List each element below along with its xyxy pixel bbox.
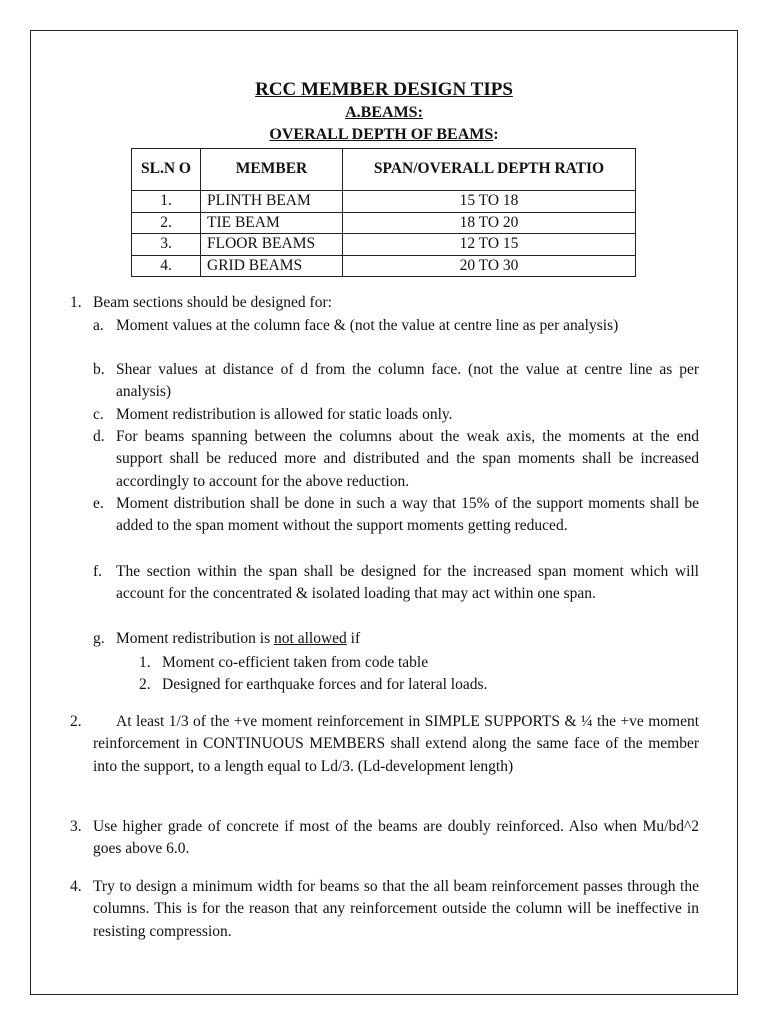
cell-member: TIE BEAM [201,212,343,234]
table-heading-colon: : [493,126,499,143]
header-ratio: SPAN/OVERALL DEPTH RATIO [343,149,636,191]
cell-ratio: 12 TO 15 [343,234,636,256]
subitem-g2-text: Designed for earthquake forces and for lateral loads. [162,676,488,693]
header-member: MEMBER [201,149,343,191]
table-row [132,255,636,277]
item-1-number: 1. [70,294,82,311]
subitem-c-text: Moment redistribution is allowed for static loads only. [116,406,453,423]
subitem-g-pre: Moment redistribution is [116,630,275,647]
header-slno: SL.N O [132,149,201,191]
cell-slno: 1. [132,191,201,213]
document-title: RCC MEMBER DESIGN TIPS [255,79,513,100]
depth-ratio-table [131,148,636,277]
subitem-e-text: Moment distribution shall be done in such a way that 15% of the support moments shall be added to the span moment without the support moments getting reduced. [116,495,699,535]
subitem-b-text: Shear values at distance of d from the column face. (not the value at centre line as per analysis) [116,361,699,401]
cell-member: GRID BEAMS [201,255,343,277]
cell-member: FLOOR BEAMS [201,234,343,256]
subitem-c-letter: c. [93,406,104,423]
cell-ratio: 15 TO 18 [343,191,636,213]
item-3-text: Use higher grade of concrete if most of the beams are doubly reinforced. Also when Mu/bd^2 goes above 6.0. [93,818,699,858]
subitem-g-letter: g. [93,630,105,647]
cell-ratio: 18 TO 20 [343,212,636,234]
subitem-f-text: The section within the span shall be designed for the increased span moment which will account for the concentrated & isolated loading that may act within one span. [116,563,699,603]
cell-ratio: 20 TO 30 [343,255,636,277]
subitem-a-text: Moment values at the column face & (not the value at centre line as per analysis) [116,317,619,334]
cell-slno: 2. [132,212,201,234]
subitem-g2-number: 2. [139,676,151,693]
table-heading-text: OVERALL DEPTH OF BEAMS [269,126,494,143]
subitem-g1-text: Moment co-efficient taken from code table [162,654,429,671]
subitem-d-text: For beams spanning between the columns about the weak axis, the moments at the end support shall be reduced more and distributed and the span moments shall be increased accordingly to account for the above reduction. [116,428,699,490]
item-2-number: 2. [70,713,82,730]
subitem-a-letter: a. [93,317,104,334]
not-allowed-text: not allowed [274,630,347,647]
item-2-text: At least 1/3 of the +ve moment reinforcement in SIMPLE SUPPORTS & ¼ the +ve moment reinforcement in CONTINUOUS MEMBERS shall extend along the same face of the member into the support, to a length equal to Ld/3. (Ld-development length) [93,713,699,775]
cell-slno: 3. [132,234,201,256]
item-3-number: 3. [70,818,82,835]
table-row [132,212,636,234]
cell-member: PLINTH BEAM [201,191,343,213]
subitem-d-letter: d. [93,428,105,445]
subitem-g-text [116,628,699,650]
table-heading [0,126,768,144]
table-row [132,234,636,256]
subitem-e-letter: e. [93,495,104,512]
item-4-text: Try to design a minimum width for beams so that the all beam reinforcement passes through the columns. This is for the reason that any reinforcement outside the column will be ineffective in resisting compression. [93,878,699,940]
table-row [132,191,636,213]
subitem-b-letter: b. [93,361,105,378]
subitem-f-letter: f. [93,563,103,580]
subitem-g1-number: 1. [139,654,151,671]
item-1-text: Beam sections should be designed for: [93,294,332,311]
section-heading: A.BEAMS: [345,104,423,121]
subitem-g-post: if [346,630,361,647]
table-header-row [132,149,636,191]
item-4-number: 4. [70,878,82,895]
cell-slno: 4. [132,255,201,277]
